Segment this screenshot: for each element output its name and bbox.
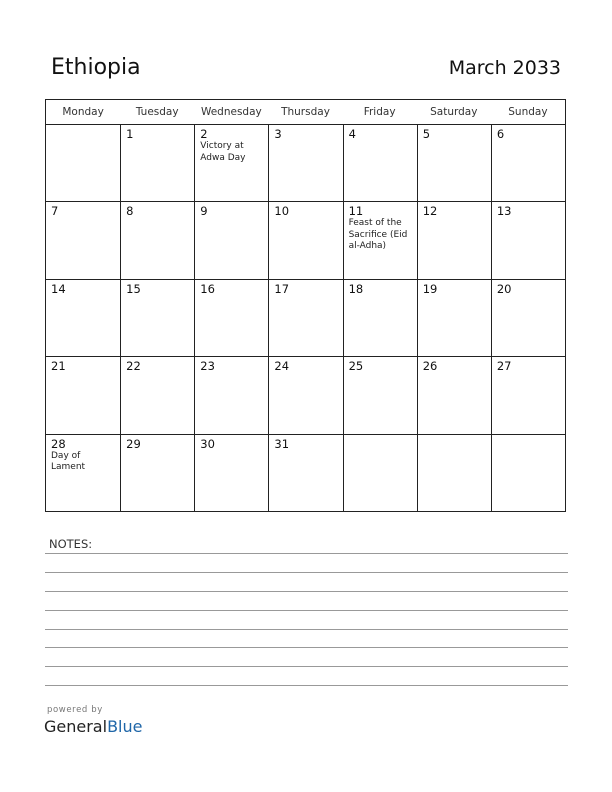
calendar-grid: [45, 99, 566, 512]
day-number: 8: [126, 204, 134, 219]
weekday-header: Sunday: [508, 106, 548, 118]
day-cell: [46, 202, 120, 279]
generalblue-logo: [44, 717, 142, 736]
day-number: 1: [126, 127, 134, 141]
day-number: 11: [348, 204, 364, 219]
day-cell: [343, 357, 417, 434]
day-number: 27: [496, 359, 512, 374]
day-cells: [46, 125, 565, 512]
day-cell: [120, 357, 194, 434]
day-cell: [343, 280, 417, 357]
day-number: 19: [422, 281, 438, 296]
day-cell: [268, 202, 342, 279]
day-cell: [194, 125, 268, 202]
day-cell: [417, 202, 491, 279]
day-number: 30: [200, 436, 215, 451]
day-cell: [194, 435, 268, 512]
day-cell: [343, 202, 417, 279]
day-cell: [268, 357, 342, 434]
day-cell: [491, 280, 565, 357]
day-number: 12: [422, 204, 438, 219]
weekday-header: Monday: [62, 106, 104, 118]
day-number: 13: [496, 204, 512, 219]
day-cell: [491, 357, 565, 434]
day-number: 2: [200, 127, 208, 141]
notes-line: [45, 647, 568, 648]
day-number: 22: [126, 359, 141, 374]
day-cell: [343, 435, 417, 512]
day-number: 14: [51, 281, 66, 296]
day-number: 17: [274, 281, 290, 296]
powered-by-text: powered by: [47, 705, 103, 715]
day-cell: [417, 435, 491, 512]
day-number: 25: [348, 359, 364, 374]
day-number: 16: [200, 281, 215, 296]
weekday-header-row: [46, 100, 565, 125]
day-number: 31: [274, 436, 290, 451]
day-cell: [268, 280, 342, 357]
day-cell: [46, 435, 120, 512]
weekday-header: Wednesday: [200, 106, 262, 118]
weekday-header: Friday: [363, 106, 396, 118]
day-number: 3: [274, 127, 282, 141]
day-number: 5: [422, 127, 431, 141]
day-number: 7: [51, 204, 59, 219]
day-cell: [194, 357, 268, 434]
day-cell: [491, 202, 565, 279]
day-cell: [120, 435, 194, 512]
day-cell: [268, 435, 342, 512]
day-number: 4: [348, 127, 356, 141]
notes-line: [45, 572, 568, 573]
notes-label: NOTES:: [49, 537, 93, 551]
weekday-header: Thursday: [281, 106, 330, 118]
day-cell: [120, 202, 194, 279]
day-number: 29: [126, 436, 141, 451]
holiday-label: Day of Lament: [51, 450, 86, 473]
notes-line: [45, 685, 568, 686]
notes-line: [45, 591, 568, 592]
day-number: 23: [200, 359, 215, 374]
day-cell: [417, 280, 491, 357]
day-number: 9: [200, 204, 208, 219]
brand-general: General: [44, 717, 108, 736]
day-cell: [417, 357, 491, 434]
day-cell: [46, 125, 120, 202]
day-number: 10: [274, 204, 290, 219]
brand-blue: Blue: [107, 717, 143, 736]
day-cell: [343, 125, 417, 202]
notes-line: [45, 553, 568, 554]
weekday-header: Tuesday: [135, 106, 179, 118]
day-cell: [46, 280, 120, 357]
calendar-month-year: March 2033: [448, 57, 561, 79]
day-number: 26: [422, 359, 438, 374]
notes-line: [45, 610, 568, 611]
day-number: 21: [51, 359, 66, 374]
day-cell: [46, 357, 120, 434]
holiday-label: Feast of the Sacrifice (Eid al-Adha): [348, 218, 408, 252]
day-number: 15: [126, 281, 141, 296]
day-cell: [120, 125, 194, 202]
calendar-country: Ethiopia: [51, 55, 141, 80]
weekday-header: Saturday: [430, 106, 478, 118]
day-cell: [491, 435, 565, 512]
holiday-label: Victory at Adwa Day: [200, 141, 246, 163]
day-cell: [417, 125, 491, 202]
notes-line: [45, 629, 568, 630]
notes-line: [45, 666, 568, 667]
day-number: 20: [496, 281, 512, 296]
day-number: 18: [348, 281, 364, 296]
day-number: 24: [274, 359, 290, 374]
day-number: 28: [51, 436, 66, 451]
day-cell: [491, 125, 565, 202]
day-cell: [268, 125, 342, 202]
day-cell: [194, 280, 268, 357]
day-number: 6: [496, 127, 505, 141]
day-cell: [120, 280, 194, 357]
day-cell: [194, 202, 268, 279]
